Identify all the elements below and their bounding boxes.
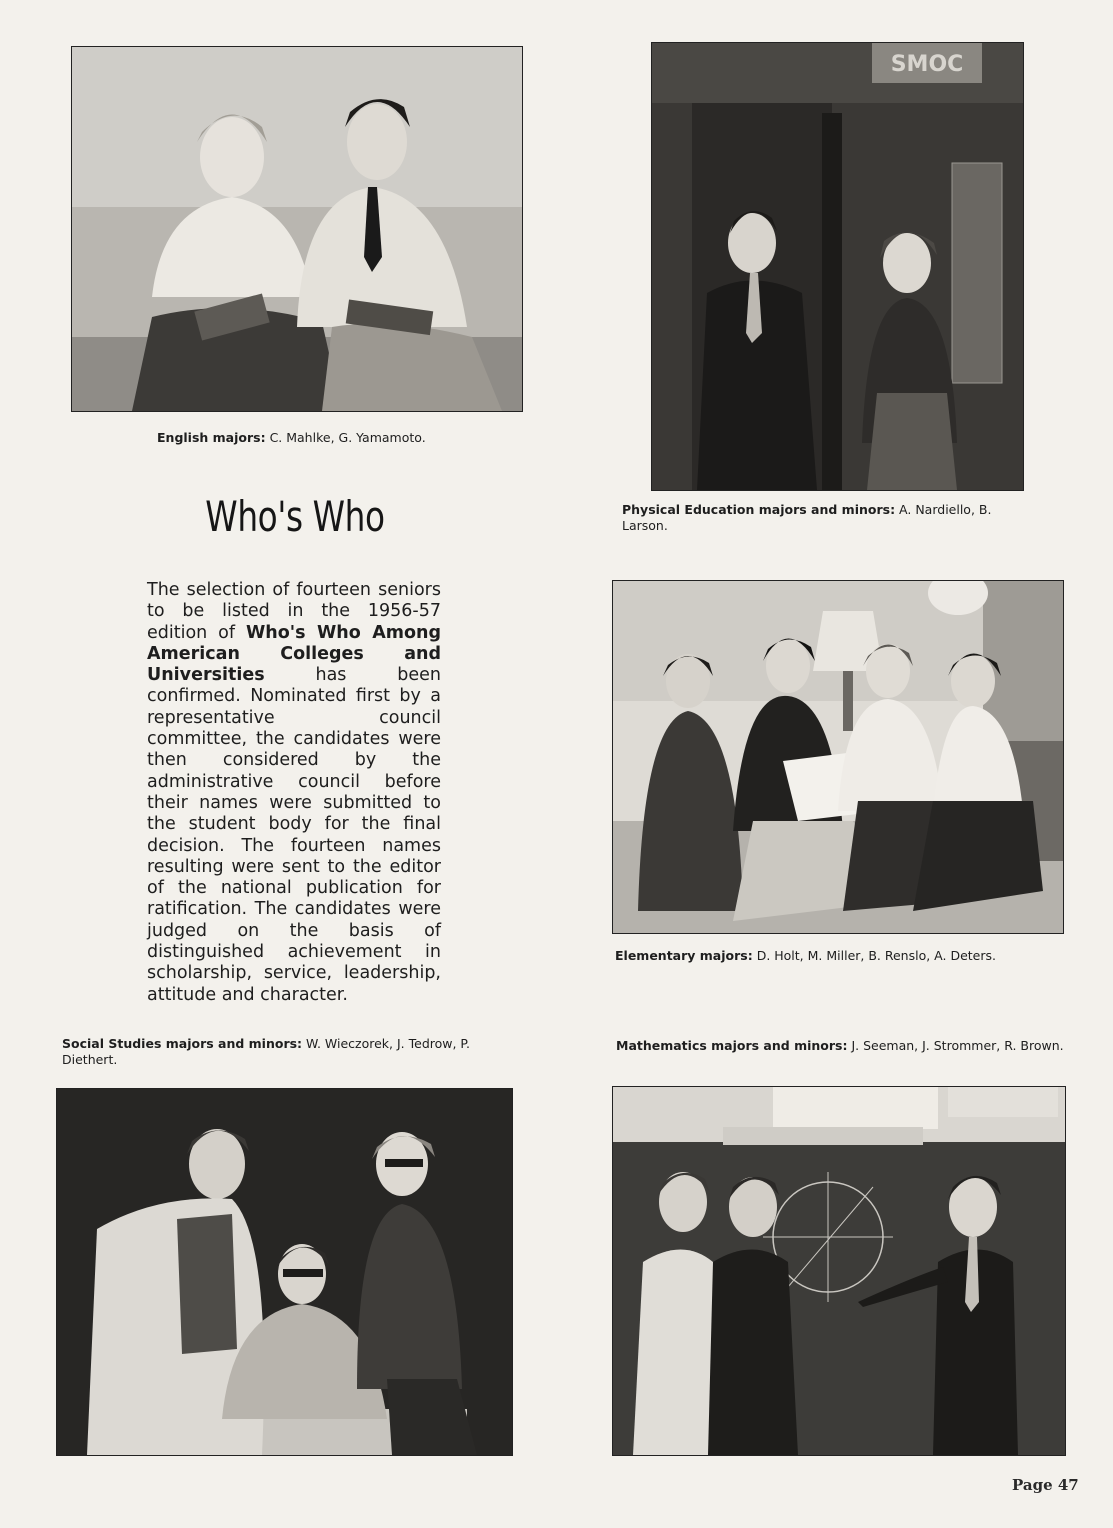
smoc-sign-text: SMOC [890, 52, 964, 77]
social-studies-caption: Social Studies majors and minors: W. Wieczorek, J. Tedrow, P. Diethert. [62, 1036, 470, 1067]
elementary-majors-photo [612, 580, 1064, 934]
body-paragraph: The selection of fourteen seniors to be listed in the 1956-57 edition of Who's Who Among American Colleges and Universities has been confirmed. Nominated first by a representative council committee, the candidates were then considered by the administrative council before their names were submitted to the student body for the final decision. The fourteen names resulting were sent to the editor of the national publication for ratification. The candidates were judged on the basis of distinguished achievement in scholarship, service, leadership, attitude and character. [147, 580, 441, 1005]
english-majors-caption: English majors: C. Mahlke, G. Yamamoto. [157, 430, 426, 445]
mathematics-photo [612, 1086, 1066, 1456]
page-number: Page 47 [1012, 1476, 1079, 1494]
elementary-majors-caption: Elementary majors: D. Holt, M. Miller, B. Renslo, A. Deters. [615, 948, 996, 963]
physical-education-photo [651, 42, 1024, 491]
page-title: Who's Who [205, 492, 385, 541]
mathematics-caption: Mathematics majors and minors: J. Seeman, J. Strommer, R. Brown. [616, 1038, 1064, 1053]
english-majors-photo [71, 46, 523, 412]
social-studies-photo [56, 1088, 513, 1456]
publication-name: Who's Who Among American Colleges and Universities [147, 622, 441, 686]
physical-education-caption: Physical Education majors and minors: A. Nardiello, B. Larson. [622, 502, 992, 533]
